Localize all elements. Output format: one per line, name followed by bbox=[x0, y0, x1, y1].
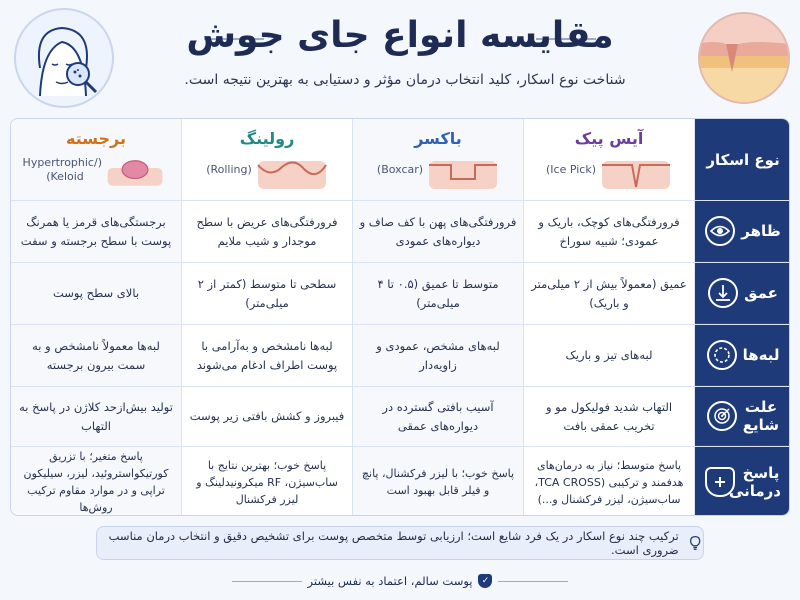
info-note bbox=[96, 526, 704, 560]
row-header bbox=[695, 201, 790, 262]
icepick-scar-icon bbox=[600, 153, 672, 191]
footer bbox=[0, 570, 800, 592]
target-icon bbox=[707, 401, 737, 431]
depth-icon bbox=[708, 278, 738, 308]
row-label: پاسخ درمانی bbox=[728, 463, 781, 500]
column-subtitle: (Rolling) bbox=[206, 163, 252, 176]
table-row bbox=[11, 201, 790, 263]
column-header-hypertrophic bbox=[11, 119, 182, 200]
column-title: آیس پیک bbox=[574, 129, 644, 148]
row-header bbox=[695, 263, 790, 324]
table-cell: پاسخ خوب؛ با لیزر فرکشنال، پانچ و فیلر قابل بهبود است bbox=[353, 447, 524, 516]
eye-icon bbox=[705, 216, 735, 246]
shield-icon: ✓ bbox=[478, 574, 492, 588]
table-cell: برجستگی‌های قرمز یا همرنگ پوست با سطح برجسته و سفت bbox=[11, 201, 182, 262]
table-cell: پاسخ متوسط؛ نیاز به درمان‌های هدفمند و ترکیبی (TCA CROSS، ساب‌سیژن، لیزر فرکشنال و...) bbox=[524, 447, 695, 516]
footer-divider bbox=[498, 581, 568, 582]
column-header-rolling bbox=[182, 119, 353, 200]
column-header-boxcar bbox=[353, 119, 524, 200]
table-cell: فرورفتگی‌های کوچک، باریک و عمودی؛ شبیه سوراخ bbox=[524, 201, 695, 262]
table-cell: متوسط تا عمیق (۰.۵ تا ۴ میلی‌متر) bbox=[353, 263, 524, 324]
row-header bbox=[695, 387, 790, 446]
table-cell: فرورفتگی‌های عریض با سطح موجدار و شیب ملایم bbox=[182, 201, 353, 262]
row-header bbox=[695, 447, 790, 516]
footer-text: پوست سالم، اعتماد به نفس بیشتر bbox=[307, 574, 473, 588]
lightbulb-icon bbox=[687, 534, 703, 552]
table-cell: سطحی تا متوسط (کمتر از ۲ میلی‌متر) bbox=[182, 263, 353, 324]
column-subtitle: (Hypertrophic/ Keloid) bbox=[22, 156, 102, 183]
table-cell: فرورفتگی‌های پهن با کف صاف و دیواره‌های عمودی bbox=[353, 201, 524, 262]
boxcar-scar-icon bbox=[427, 153, 499, 191]
row-label: لبه‌ها bbox=[742, 346, 780, 364]
table-cell: عمیق (معمولاً بیش از ۲ میلی‌متر و باریک) bbox=[524, 263, 695, 324]
table-cell: آسیب بافتی گسترده در دیواره‌های عمقی bbox=[353, 387, 524, 446]
table-row bbox=[11, 263, 790, 325]
column-subtitle: (Boxcar) bbox=[376, 163, 424, 176]
table-cell: لبه‌ها نامشخص و به‌آرامی با پوست اطراف ادغام می‌شوند bbox=[182, 325, 353, 386]
edges-icon bbox=[707, 340, 737, 370]
comparison-table bbox=[10, 118, 790, 516]
row-label: ظاهر bbox=[741, 222, 781, 240]
column-title: باکسر bbox=[414, 129, 462, 148]
table-cell: لبه‌های مشخص، عمودی و زاویه‌دار bbox=[353, 325, 524, 386]
table-row bbox=[11, 447, 790, 516]
note-text: ترکیب چند نوع اسکار در یک فرد شایع است؛ ارزیابی توسط متخصص پوست برای تشخیص دقیق و انتخاب درمان مناسب ضروری است. bbox=[108, 529, 679, 557]
column-title: برجسته bbox=[66, 129, 127, 148]
footer-divider bbox=[232, 581, 302, 582]
table-cell: پاسخ خوب؛ بهترین نتایج با ساب‌سیژن، RF میکرونیدلینگ و لیزر فرکشنال bbox=[182, 447, 353, 516]
column-subtitle: (Ice Pick) bbox=[546, 163, 597, 176]
row-label: عمق bbox=[744, 284, 778, 302]
page-subtitle: شناخت نوع اسکار، کلید انتخاب درمان مؤثر و دستیابی به بهترین نتیجه است. bbox=[184, 72, 626, 88]
table-row bbox=[11, 387, 790, 447]
page-title: مقایسه انواع جای جوش bbox=[186, 15, 614, 56]
row-header bbox=[695, 325, 790, 386]
table-row bbox=[11, 325, 790, 387]
table-cell: فیبروز و کشش بافتی زیر پوست bbox=[182, 387, 353, 446]
corner-header: نوع اسکار bbox=[695, 119, 790, 200]
face-with-magnifier-image bbox=[14, 8, 114, 108]
row-label: علت شایع bbox=[742, 398, 779, 434]
column-title: رولینگ bbox=[239, 129, 295, 148]
rolling-scar-icon bbox=[256, 153, 328, 191]
table-cell: بالای سطح پوست bbox=[11, 263, 182, 324]
table-cell: التهاب شدید فولیکول مو و تخریب عمقی بافت bbox=[524, 387, 695, 446]
column-header-icepick bbox=[524, 119, 695, 200]
table-cell: پاسخ متغیر؛ با تزریق کورتیکواستروئید، لیزر، سیلیکون تراپی و در موارد مقاوم ترکیب روش‌ها bbox=[11, 447, 182, 516]
shield-plus-icon bbox=[705, 467, 735, 497]
table-cell: لبه‌های تیز و باریک bbox=[524, 325, 695, 386]
keloid-scar-icon bbox=[106, 153, 164, 191]
table-cell: تولید بیش‌ازحد کلاژن در پاسخ به التهاب bbox=[11, 387, 182, 446]
table-cell: لبه‌ها معمولاً نامشخص و به سمت بیرون برجسته bbox=[11, 325, 182, 386]
skin-cross-section-image bbox=[698, 12, 790, 104]
table-header-row bbox=[11, 119, 790, 201]
